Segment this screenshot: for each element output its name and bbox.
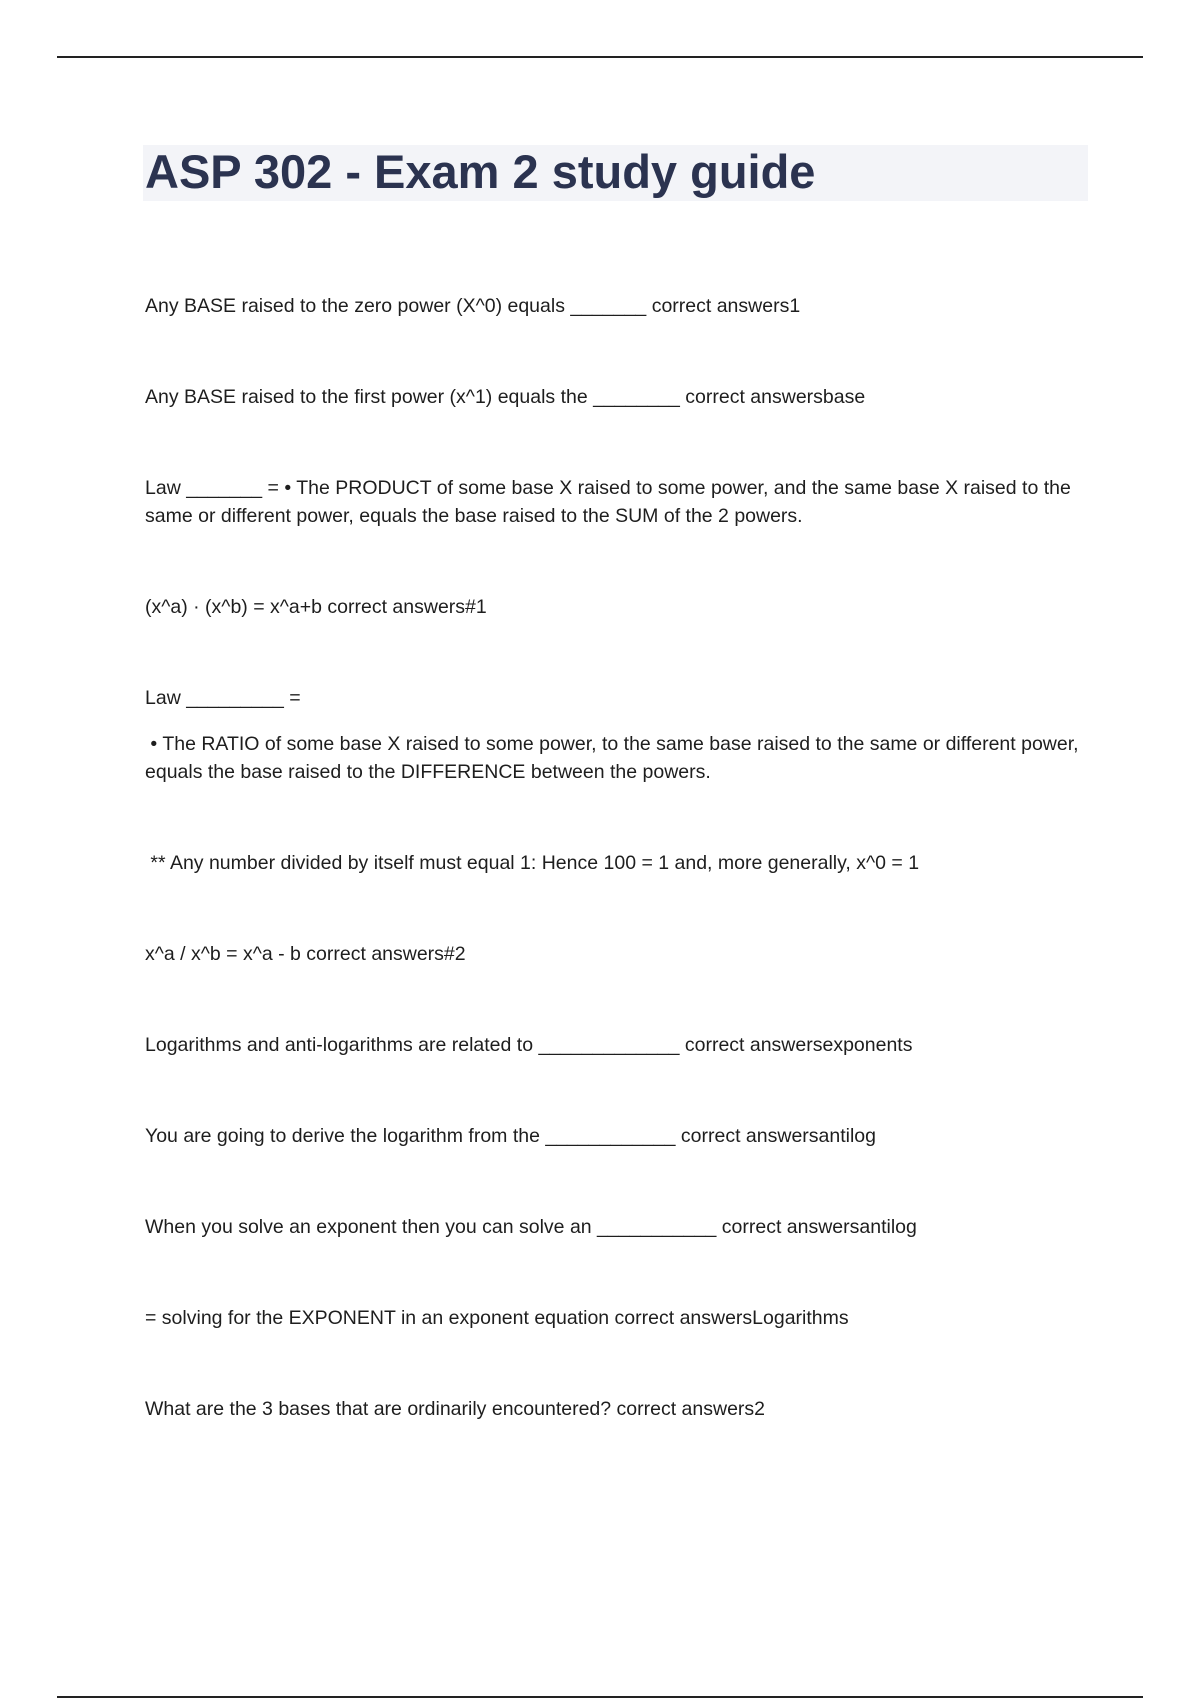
- entry-derive-logarithm: You are going to derive the logarithm from the ____________ correct answersantilog: [145, 1125, 876, 1147]
- entry-product-law: Law _______ = • The PRODUCT of some base X raised to some power, and the same base X raised to the same or different power, equals the base raised to the SUM of the 2 powers.: [145, 477, 1077, 527]
- entry-quotient-formula: x^a / x^b = x^a - b correct answers#2: [145, 943, 466, 965]
- entry-solving-exponent: = solving for the EXPONENT in an exponent equation correct answersLogarithms: [145, 1307, 849, 1329]
- footer-rule: [57, 1696, 1143, 1698]
- entry-first-power: Any BASE raised to the first power (x^1) equals the ________ correct answersbase: [145, 386, 866, 408]
- header-rule: [57, 56, 1143, 58]
- entry-product-formula: (x^a) · (x^b) = x^a+b correct answers#1: [145, 596, 487, 618]
- entry-divided-by-itself: ** Any number divided by itself must equal 1: Hence 100 = 1 and, more generally, x^0 = 1: [145, 852, 920, 874]
- entry-quotient-law: • The RATIO of some base X raised to some power, to the same base raised to the same or different power, equals the base raised to the DIFFERENCE between the powers.: [145, 733, 1084, 783]
- entry-solve-exponent: When you solve an exponent then you can solve an ___________ correct answersantilog: [145, 1216, 917, 1238]
- entry-zero-power: Any BASE raised to the zero power (X^0) equals _______ correct answers1: [145, 295, 801, 317]
- document-title: ASP 302 - Exam 2 study guide: [145, 145, 816, 198]
- entry-three-bases: What are the 3 bases that are ordinarily encountered? correct answers2: [145, 1398, 766, 1420]
- entry-logarithms-related: Logarithms and anti-logarithms are related to _____________ correct answersexponents: [145, 1034, 913, 1056]
- entry-quotient-law-label: Law _________ =: [145, 687, 301, 709]
